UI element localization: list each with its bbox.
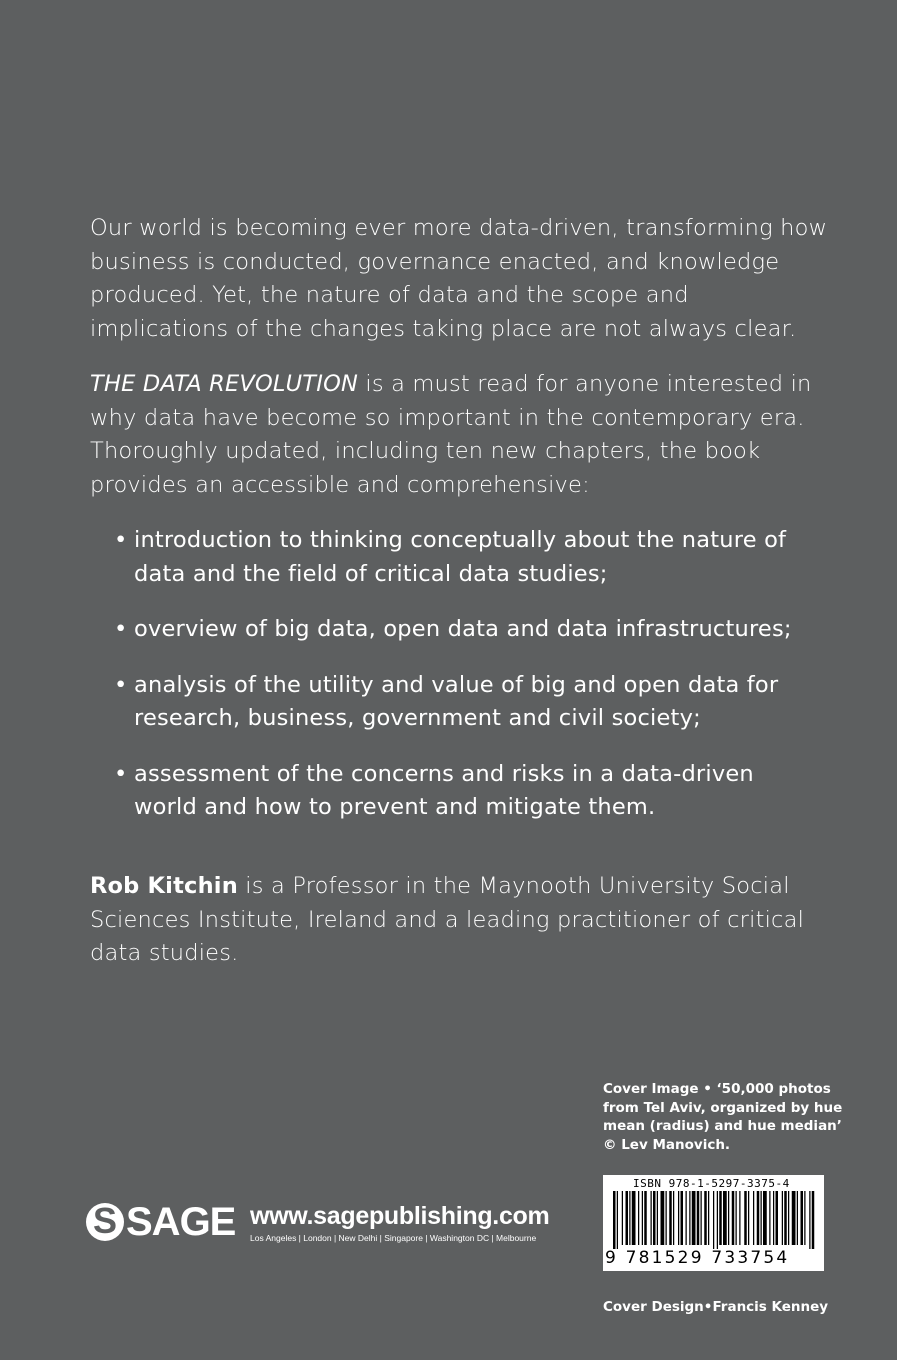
bullet-icon: • <box>114 527 128 553</box>
barcode-bar <box>686 1191 687 1245</box>
barcode-bar <box>797 1191 798 1245</box>
barcode-bar <box>739 1191 740 1245</box>
barcode-bar <box>673 1191 674 1245</box>
barcode-bar <box>757 1191 760 1245</box>
author-bio-text: is a Professor in the Maynooth University Social Sciences Institute, Ireland and a leading practitioner of critical data studies. <box>90 873 805 966</box>
barcode-bar <box>617 1191 618 1249</box>
list-item <box>114 758 814 825</box>
barcode-bar <box>809 1191 810 1249</box>
barcode-bars-icon <box>607 1191 820 1249</box>
barcode-bar <box>804 1191 805 1245</box>
cover-design-credit <box>603 1299 829 1315</box>
list-item-text: analysis of the utility and value of big and open data for research, business, government and civil society; <box>134 671 779 731</box>
author-bio-paragraph <box>90 870 830 971</box>
barcode-bar <box>632 1191 636 1245</box>
author-name: Rob Kitchin <box>90 873 238 899</box>
book-title: THE DATA REVOLUTION <box>90 371 359 397</box>
cover-design-label: Cover Design <box>603 1299 704 1315</box>
barcode-bar <box>697 1191 700 1245</box>
barcode-bar <box>613 1191 616 1249</box>
publisher-wordmark: SAGE <box>126 1200 236 1244</box>
barcode-bar <box>678 1191 679 1245</box>
barcode-bar <box>769 1191 770 1245</box>
cover-designer-name: Francis Kenney <box>712 1299 829 1315</box>
barcode-bar <box>638 1191 639 1245</box>
barcode-bar <box>736 1191 737 1245</box>
list-item-text: introduction to thinking conceptually about the nature of data and the field of critical data studies; <box>134 527 787 587</box>
barcode-bar <box>626 1191 629 1245</box>
barcode-bar <box>732 1191 735 1245</box>
barcode-bar <box>748 1191 749 1245</box>
barcode-bar <box>773 1191 774 1245</box>
list-item-text: assessment of the concerns and risks in a data-driven world and how to prevent and mitigate them. <box>134 760 754 820</box>
barcode-bar <box>776 1191 779 1245</box>
barcode-bar <box>661 1191 665 1245</box>
barcode-bar <box>642 1191 643 1245</box>
barcode-bar <box>801 1191 804 1245</box>
barcode-bar <box>704 1191 707 1245</box>
barcode-bar <box>653 1191 656 1245</box>
barcode-bar <box>622 1191 623 1245</box>
barcode-bar <box>689 1191 690 1245</box>
barcode-bar <box>763 1191 767 1245</box>
barcode-bar <box>717 1191 718 1249</box>
barcode-bar <box>744 1191 747 1245</box>
barcode-digits: 9 781529 733754 <box>605 1248 790 1268</box>
barcode-bar <box>713 1191 714 1249</box>
cover-image-credit: Cover Image • ‘50,000 photos from Tel Aviv, organized by hue mean (radius) and hue median’ © Lev Manovich. <box>603 1081 843 1153</box>
barcode-bar <box>681 1191 684 1245</box>
barcode-bar <box>723 1191 727 1245</box>
list-item-text: overview of big data, open data and data infrastructures; <box>134 616 792 642</box>
book-description-text: is a must read for anyone interested in why data have become so important in the contemporary era. Thoroughly updated, including ten new chapters, the book provides an accessible and comprehensive: <box>90 371 812 498</box>
barcode-bar <box>753 1191 754 1245</box>
barcode-bar <box>651 1191 652 1245</box>
barcode-bar <box>657 1191 658 1245</box>
list-item <box>114 669 814 736</box>
bullet-icon: • <box>114 616 128 642</box>
intro-paragraph: Our world is becoming ever more data-driven, transforming how business is conducted, governance enacted, and knowledge produced. Yet, the nature of data and the scope and implications of the changes taking place are not always clear. <box>90 215 828 342</box>
barcode-bar <box>719 1191 722 1245</box>
barcode-bar <box>669 1191 672 1245</box>
barcode-bar <box>761 1191 762 1245</box>
barcode-bar <box>782 1191 783 1245</box>
barcode-bar <box>644 1191 647 1245</box>
barcode-bar <box>708 1191 709 1245</box>
list-item <box>114 613 814 647</box>
isbn-label: ISBN 978-1-5297-3375-4 <box>633 1177 790 1190</box>
barcode-bar <box>812 1191 815 1249</box>
publisher-website: www.sagepublishing.com <box>250 1202 550 1230</box>
credit-separator: • <box>703 1299 713 1315</box>
feature-list <box>114 524 814 847</box>
barcode-bar <box>692 1191 696 1245</box>
barcode-bar <box>629 1191 630 1245</box>
barcode-bar <box>792 1191 796 1245</box>
barcode-bar <box>788 1191 789 1245</box>
publisher-cities: Los Angeles | London | New Delhi | Singapore | Washington DC | Melbourne <box>250 1233 537 1243</box>
list-item <box>114 524 814 591</box>
barcode-bar <box>728 1191 729 1245</box>
publisher-logo <box>86 1198 235 1246</box>
bullet-icon: • <box>114 671 128 698</box>
barcode-bar <box>701 1191 702 1245</box>
sage-mark-icon: S <box>86 1203 124 1241</box>
isbn-barcode <box>603 1175 824 1271</box>
barcode-bar <box>666 1191 667 1245</box>
barcode-bar <box>784 1191 787 1245</box>
book-description-paragraph <box>90 368 830 502</box>
bullet-icon: • <box>114 760 128 787</box>
